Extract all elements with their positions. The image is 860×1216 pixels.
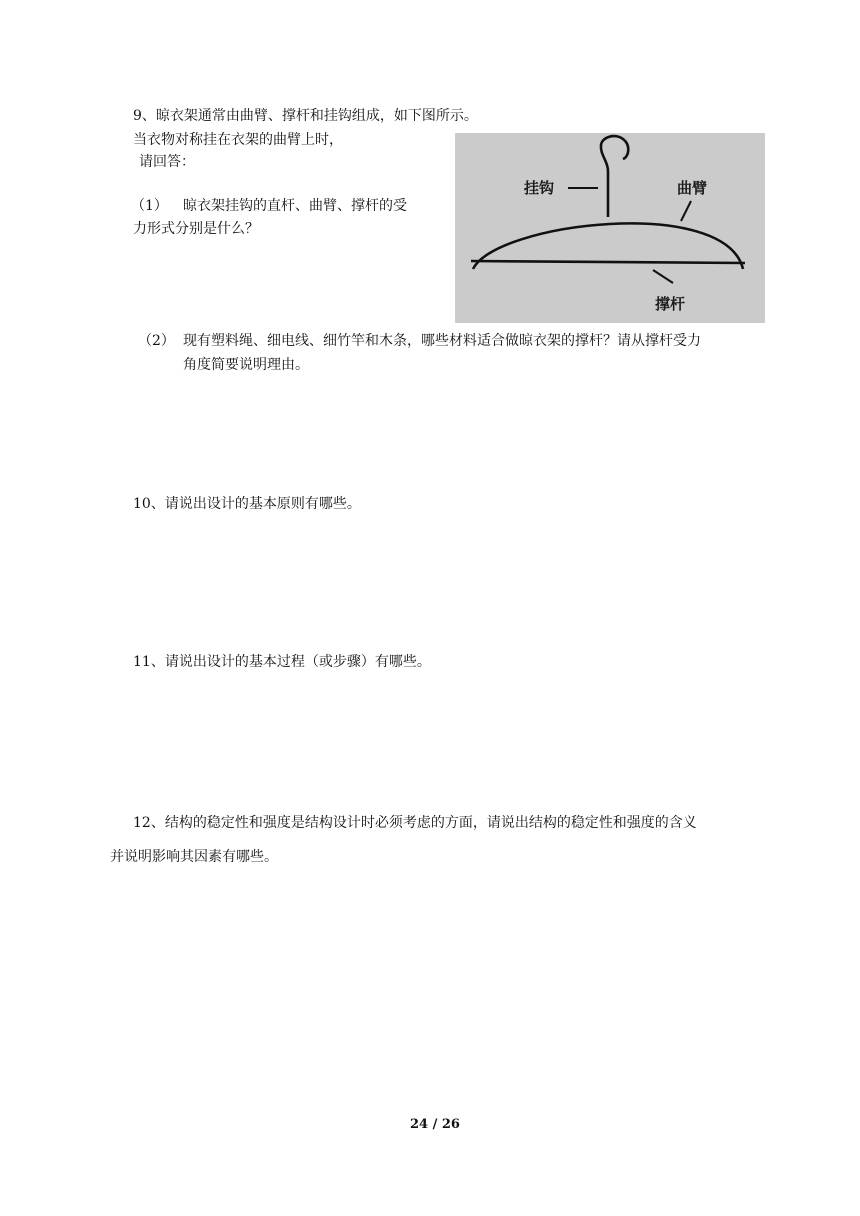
label-hook: 挂钩 (524, 179, 555, 197)
label-rod: 撑杆 (655, 295, 686, 313)
support-rod (471, 261, 745, 263)
label-arm: 曲臂 (677, 179, 708, 197)
hanger-figure (455, 133, 765, 323)
page-number: 24 / 26 (410, 1117, 460, 1132)
q9-condition: 当衣物对称挂在衣架的曲臂上时， (133, 132, 343, 148)
q9-prompt: 请回答： (139, 154, 195, 170)
q10-text: 10、请说出设计的基本原则有哪些。 (133, 496, 361, 512)
hanger-diagram (455, 133, 765, 323)
q12-text-cont: 并说明影响其因素有哪些。 (110, 849, 278, 865)
q11-text: 11、请说出设计的基本过程（或步骤）有哪些。 (133, 654, 431, 670)
q9-sub2-text-cont: 角度简要说明理由。 (183, 357, 309, 373)
q9-stem: 9、晾衣架通常由曲臂、撑杆和挂钩组成，如下图所示。 (133, 108, 478, 124)
q9-sub2-text: 现有塑料绳、细电线、细竹竿和木条，哪些材料适合做晾衣架的撑杆？请从撑杆受力 (183, 333, 701, 349)
q9-sub2-number: （2） (138, 333, 175, 349)
hook-icon (601, 136, 628, 217)
rod-pointer (653, 270, 673, 283)
q9-sub1-number: （1） (131, 198, 168, 214)
q12-text: 12、结构的稳定性和强度是结构设计时必须考虑的方面，请说出结构的稳定性和强度的含义 (133, 815, 697, 831)
q9-sub1-text: 晾衣架挂钩的直杆、曲臂、撑杆的受 (183, 198, 407, 214)
q9-sub1-text-cont: 力形式分别是什么？ (133, 221, 259, 237)
arm-pointer (681, 201, 691, 221)
